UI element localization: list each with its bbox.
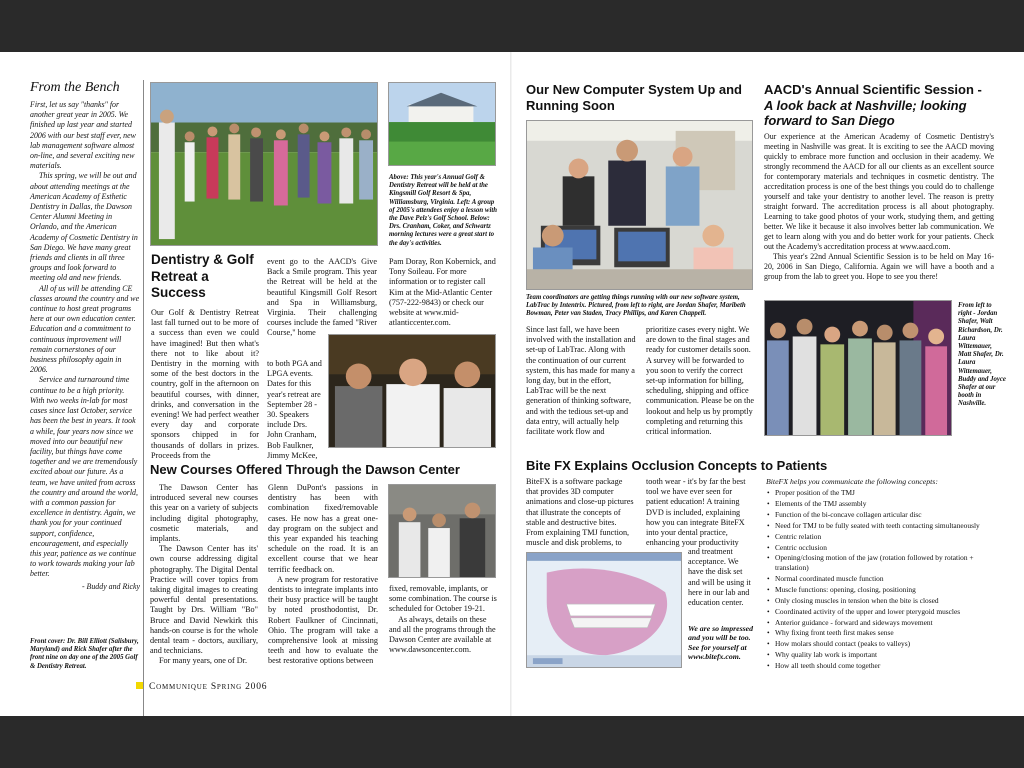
golf-col1: Our Golf & Dentistry Retreat last fall turned out to be more of a success than even we could have imagined! But then what's there not to like about it? Dentistry in the morning with some of the best doctors in the country, golf in the afternoon on beautiful courses, with dinner, drinks, and conversation in the evening! We had perfect weather every day and corporate sponsors chipped in for thousands of dollars in prizes. Proceeds from the xyxy=(151,308,259,460)
concept-item: • Centric relation xyxy=(766,532,1000,543)
footer-text: Communique Spring 2006 xyxy=(149,682,268,692)
concept-item: • How all teeth should come together xyxy=(766,661,1000,672)
concept-item: • Only closing muscles in tension when the bite is closed xyxy=(766,596,1000,607)
concept-item: • Normal coordinated muscle function xyxy=(766,574,1000,585)
viewer-top-bar xyxy=(0,0,1024,52)
golf-col3: Pam Doray, Ron Kobernick, and Tony Soileau. For more information or to register call Kim at the Mid-Atlantic Center (757-222-9843) or check our website at www.mid-atlanticcenter.com. xyxy=(389,257,496,328)
bench-paragraph: All of us will be attending CE classes around the country and we continue to host great programs here at our own education center. Education and a commitment to continuous improvement will remain cornerstones of our business philosophy again in 2006. xyxy=(30,283,140,375)
concept-item: • Muscle functions: opening, closing, positioning xyxy=(766,585,1000,596)
aacd-title xyxy=(764,82,1004,129)
aacd-paragraph: This year's 22nd Annual Scientific Session is to be held on May 16-20, 2006 in San Diego, California. Again we will have a booth and a group from the lab to greet you. Hope to see you there! xyxy=(764,252,994,281)
dawson-paragraph: Glenn DuPont's passions in dentistry has been with combination fixed/removable cases. He now has a great one-day program on the subject and this year expanded his teaching schedule on the road. It is an excellent course that we hear terrific feedback on. xyxy=(268,483,378,574)
concept-item: • Opening/closing motion of the jaw (rotation followed by rotation + translation) xyxy=(766,553,1000,574)
bench-paragraph: Service and turnaround time continue to be a high priority. With two weeks in-lab for most cases since last October, service has been the best in years. It took a while, four years now since we moved into our beautiful new facility, but things have come together and we are tremendously excited about our future. As a team, we have united from across the country and around the world, with a common passion for excellence in dentistry. Again, we thank you for your continued support, confidence, encouragement, and especially this year, patience as we continue to work towards making your lab better. xyxy=(30,375,138,579)
dawson-paragraph: As always, details on these and all the programs through the Dawson Center are available at www.dawsoncenter.com. xyxy=(389,614,496,655)
concept-item: • Anterior guidance - forward and sideways movement xyxy=(766,618,1000,629)
aacd-paragraph: Our experience at the American Academy of Cosmetic Dentistry's meeting in Nashville was great. It is exciting to see the AACD moving quickly to embrace more function and occlusion in their academy. We strongly recommend the AACD for all our clients as an excellent source for contemporary materials and techniques in cosmetic dentistry. The accreditation process is one of the best things you could do to challenge yourself and take your dentistry to another level. The reason is pretty straight forward. The accreditation process is all about photography. Learning to take good photos of your work, studying them, and getting better. We like it because it also involves better lab communication. We get to learn along with you and do better work for your patients. Check out the Academy's accreditation process at www.aacd.com. xyxy=(764,132,994,251)
golf-caption: Above: This year's Annual Golf & Dentistry Retreat will be held at the Kingsmill Golf Resort & Spa, Williamsburg, Virginia. Left: A group of 2005's attendees enjoy a lesson with the Dave Pelz's Golf School. Below: Drs. Cranham, Coker, and Schwartz morning lectures were a great start to the day's activities. xyxy=(389,174,497,247)
viewer-bottom-bar xyxy=(0,716,1024,768)
bench-title: From the Bench xyxy=(30,80,120,95)
aacd-title-main: AACD's Annual Scientific Session - xyxy=(764,82,982,97)
concept-item: • Need for TMJ to be fully seated with teeth contacting simultaneously xyxy=(766,521,1000,532)
bitefx-col2a: tooth wear - it's by far the best tool we have ever seen for patient education! A training DVD is included, explaining how you can integrate BiteFX into your dental practice, enhancing your productivity xyxy=(646,477,746,548)
bitefx-title: Bite FX Explains Occlusion Concepts to Patients xyxy=(526,458,828,473)
kingsmill-resort-photo xyxy=(388,82,496,166)
concept-item: • Proper position of the TMJ xyxy=(766,488,1000,499)
concept-item: • Why fixing front teeth first makes sense xyxy=(766,628,1000,639)
bitefx-col1: BiteFX is a software package that provides 3D computer animations and close-up pictures that illustrate the concepts of stable and destructive bites. From explaining TMJ function, muscle and disk problems, to xyxy=(526,477,634,548)
footer-square-icon xyxy=(136,682,143,689)
concept-item: • How molars should contact (peaks to valleys) xyxy=(766,639,1000,650)
golf-col2a: event go to the AACD's Give Back a Smile program. This year the Retreat will be held at the beautiful Kingsmill Golf Resort and Spa in Williamsburg, Virginia. Their challenging courses include the famed "River Course," home xyxy=(267,257,377,338)
golf-col2b: to both PGA and LPGA events. Dates for this year's retreat are September 28 - 30. Speakers include Drs. John Cranham, Bob Faulkner, Jimmy McKee, xyxy=(267,359,322,460)
bitefx-list-title: BiteFX helps you communicate the following concepts: xyxy=(766,477,938,486)
aacd-text xyxy=(764,132,994,282)
computer-caption: Team coordinators are getting things running with our new software system, LabTrac by Intentrix. Pictured, from left to right, are Jordan Shafer, Maribeth Bowman, Peter van Staden, Tracy Phillips, and Karen Chappell. xyxy=(526,294,746,318)
speakers-photo xyxy=(328,334,496,448)
golf-title: Dentistry & Golf Retreat a Success xyxy=(151,252,254,300)
dawson-paragraph: For many years, one of Dr. xyxy=(159,656,247,666)
bitefx-col2b: and treatment acceptance. We have the disk set and will be using it here in our lab and education center. xyxy=(688,547,751,608)
bench-signature: - Buddy and Ricky xyxy=(81,581,140,591)
computer-team-photo xyxy=(526,120,753,290)
dawson-paragraph: The Dawson Center has introduced several new courses this year on a variety of subjects including digital photography, cosmetic materials, and implants. xyxy=(150,483,258,544)
page-footer xyxy=(136,682,267,692)
aacd-subtitle: A look back at Nashville; looking forward to San Diego xyxy=(764,97,967,128)
concept-item: • Why quality lab work is important xyxy=(766,650,1000,661)
bitefx-promo: We are so impressed and you will be too. See for yourself at www.bitefx.com. xyxy=(688,624,754,662)
dawson-paragraph: A new program for restorative dentists to integrate implants into their busy practice will be taught by noted prosthodontist, Dr. Robert Faulkner of Cincinnati, Ohio. The program will take a comprehensive look at missing teeth and how to evaluate the best restorative options between xyxy=(268,574,378,666)
computer-col1: Since last fall, we have been involved with the installation and set-up of LabTrac. Along with the continuation of our current system, this has made for many a long day, but in the effort, LabTrac will be the next generation of thinking software, and with the tedious set-up and data entry, will actually help facilitate work flow and xyxy=(526,325,636,437)
bitefx-concept-list xyxy=(766,488,1000,672)
bitefx-screenshot xyxy=(526,552,682,668)
aacd-booth-photo xyxy=(764,300,952,436)
bench-text xyxy=(30,100,140,592)
bench-paragraph: First, let us say "thanks" for another great year in 2005. We finished up last year and started 2006 with our best staff ever, new lab management software almost on-line, and several exciting new materials. xyxy=(30,100,136,171)
computer-col2: prioritize cases every night. We are down to the final stages and ready for customer details soon. A survey will be forwarded to you soon to verify the correct set-up information for billing, scheduling, shipping and office communication. Please be on the lookout and help us by promptly completing and returning this critical information. xyxy=(646,325,755,437)
dawson-title: New Courses Offered Through the Dawson Center xyxy=(150,462,460,477)
dawson-col3 xyxy=(389,584,497,655)
concept-item: • Coordinated activity of the upper and lower pterygoid muscles xyxy=(766,607,1000,618)
concept-item: • Function of the bi-concave collagen articular disc xyxy=(766,510,1000,521)
dawson-class-photo xyxy=(388,484,496,578)
aacd-caption: From left to right - Jordan Shafer, Walt Richardson, Dr. Laura Wittemauer, Matt Shafer, Dr. Laura Wittemauer, Buddy and Joyce Shafer at our booth in Nashville. xyxy=(958,302,1006,408)
column-divider xyxy=(143,80,144,716)
concept-item: • Elements of the TMJ assembly xyxy=(766,499,1000,510)
cover-note: Front cover: Dr. Bill Elliott (Salisbury, Maryland) and Rick Shafer after the front nine on day one of the 2005 Golf & Dentistry Retreat. xyxy=(30,638,139,670)
dawson-col2 xyxy=(268,483,378,667)
dawson-col1 xyxy=(150,483,258,667)
newsletter-spread xyxy=(0,52,1024,716)
page-gutter xyxy=(510,52,512,716)
bench-paragraph: This spring, we will be out and about attending meetings at the American Academy of Esthetic Dentistry in Dallas, the Dawson Center Alumni Meeting in Orlando, and the American Academy of Cosmetic Dentistry in San Diego. We have many great friends and clients in all three groups and look forward to meeting old and new friends. xyxy=(30,171,138,283)
dawson-paragraph: The Dawson Center has its' own course addressing digital photography. The Digital Dental Practice will cover topics from taking digital images to creating powerful dental presentations. Taught by Drs. William "Bo" Bruce and David Newkirk this hands-on course is for the whole dental team - doctors, auxiliary, and technicians. xyxy=(150,544,258,656)
dawson-paragraph: fixed, removable, implants, or some combination. The course is scheduled for October 19-21. xyxy=(389,584,497,614)
golf-group-photo xyxy=(150,82,378,246)
computer-title: Our New Computer System Up and Running Soon xyxy=(526,82,742,113)
concept-item: • Centric occlusion xyxy=(766,543,1000,554)
